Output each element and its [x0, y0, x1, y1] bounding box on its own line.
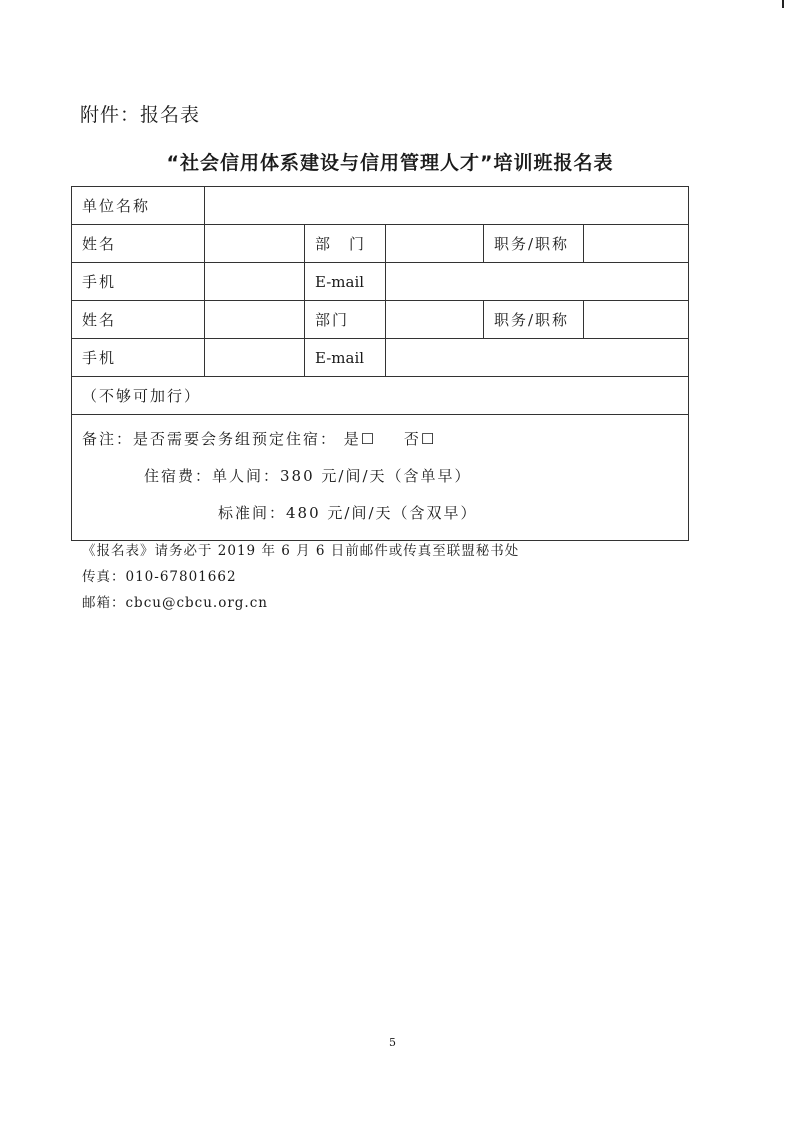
scan-edge-mark	[782, 0, 784, 8]
accommodation-question: 备注：是否需要会务组预定住宿：	[82, 430, 338, 448]
department-field[interactable]	[386, 225, 484, 263]
fax-line: 传真：010-67801662	[82, 569, 237, 585]
position-label: 职务/职称	[484, 301, 584, 339]
fee-single-room: 住宿费：单人间：380 元/间/天（含单早）	[144, 467, 472, 485]
department-field[interactable]	[386, 301, 484, 339]
email-label: E-mail	[305, 339, 386, 377]
unit-name-field[interactable]	[205, 187, 689, 225]
table-row	[72, 263, 689, 301]
notes-cell	[72, 415, 689, 541]
mobile-label: 手机	[72, 339, 205, 377]
table-row	[72, 301, 689, 339]
add-rows-note: （不够可加行）	[72, 377, 689, 415]
mobile-field[interactable]	[205, 339, 305, 377]
mobile-field[interactable]	[205, 263, 305, 301]
table-row	[72, 225, 689, 263]
department-label: 部 门	[305, 225, 386, 263]
table-row	[72, 415, 689, 541]
table-row	[72, 339, 689, 377]
name-label: 姓名	[72, 301, 205, 339]
table-row	[72, 187, 689, 225]
position-field[interactable]	[584, 225, 689, 263]
position-label: 职务/职称	[484, 225, 584, 263]
email-label: E-mail	[305, 263, 386, 301]
deadline-note: 《报名表》请务必于 2019 年 6 月 6 日前邮件或传真至联盟秘书处	[82, 543, 520, 559]
unit-name-label: 单位名称	[72, 187, 205, 225]
form-title: “社会信用体系建设与信用管理人才”培训班报名表	[166, 152, 614, 174]
accommodation-yes-checkbox[interactable]: 是☐	[343, 430, 377, 448]
email-field[interactable]	[386, 339, 689, 377]
email-field[interactable]	[386, 263, 689, 301]
accommodation-question-line	[82, 421, 688, 458]
page-number: 5	[389, 1036, 396, 1049]
position-field[interactable]	[584, 301, 689, 339]
mobile-label: 手机	[72, 263, 205, 301]
footer-notes	[82, 538, 519, 616]
accommodation-no-checkbox[interactable]: 否☐	[403, 430, 437, 448]
attachment-label: 附件：报名表	[80, 104, 201, 126]
name-label: 姓名	[72, 225, 205, 263]
name-field[interactable]	[205, 225, 305, 263]
name-field[interactable]	[205, 301, 305, 339]
email-line: 邮箱：cbcu@cbcu.org.cn	[82, 595, 268, 611]
department-label: 部门	[305, 301, 386, 339]
fee-standard-room: 标准间：480 元/间/天（含双早）	[218, 504, 478, 522]
registration-form-table	[71, 186, 689, 541]
table-row	[72, 377, 689, 415]
